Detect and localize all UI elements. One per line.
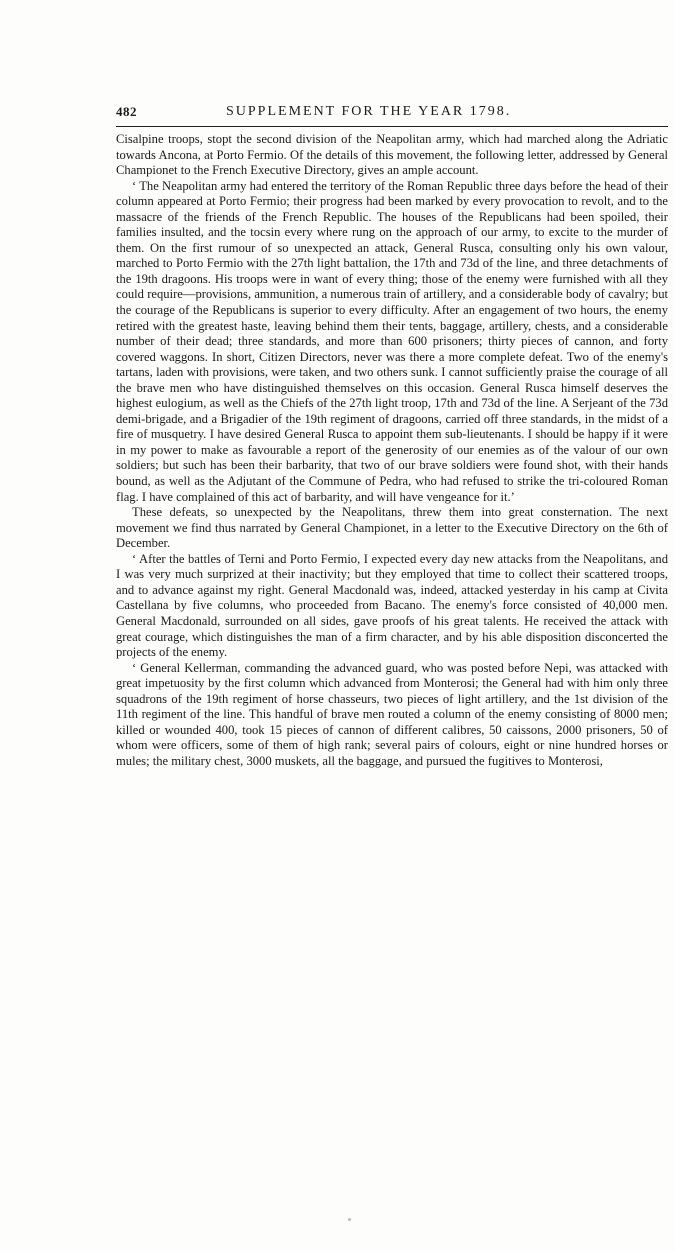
page-header [116,104,668,126]
paragraph-4: ‘ After the battles of Terni and Porto Fermio, I expected every day new attacks from the Neapolitans, and I was very much surprized at their inactivity; but they employed that time to collect their scattered troops, and to advance against my right. General Macdonald was, indeed, attacked yesterday in his camp at Civita Castellana by five columns, who proceeded from Bacano. The enemy's force consisted of 40,000 men. General Macdonald, surrounded on all sides, gave proofs of his great talents. He received the attack with great courage, which distinguishes the man of a firm character, and by his able disposition disconcerted the projects of the enemy. [116,551,668,660]
paragraph-2: ‘ The Neapolitan army had entered the territory of the Roman Republic three days before the head of their column appeared at Porto Fermio; their progress had been marked by every provocation to revolt, and to the massacre of the friends of the French Republic. The houses of the Republicans had been spoiled, their families insulted, and the tocsin every where rung on the approach of our army, to excite to the murder of them. On the first rumour of so unexpected an attack, General Rusca, consulting only his own valour, marched to Porto Fermio with the 27th light battalion, the 17th and 73d of the line, and three detachments of the 19th dragoons. His troops were in want of every thing; those of the enemy were furnished with all they could require—provisions, ammunition, a numerous train of artillery, and a considerable body of cavalry; but the courage of the Republicans is superior to every difficulty. After an engagement of two hours, the enemy retired with the greatest haste, leaving behind them their tents, baggage, artillery, chests, and a considerable number of their dead; three standards, and more than 600 prisoners; thirty pieces of cannon, and forty covered waggons. In short, Citizen Directors, never was there a more complete defeat. Two of the enemy's tartans, laden with provisions, were taken, and two others sunk. I cannot sufficiently praise the courage of all the brave men who have distinguished themselves on this occasion. General Rusca himself deserves the highest eulogium, as well as the Chiefs of the 27th light troop, 17th and 73d of the line. A Serjeant of the 73d demi-brigade, and a Brigadier of the 19th regiment of dragoons, carried off three standards, in the midst of a fire of musquetry. I have desired General Rusca to appoint them sub-lieutenants. I should be happy if it were in my power to make as favourable a report of the generosity of our enemies as of the valour of our own soldiers; but such has been their barbarity, that two of our brave soldiers were found shot, with their hands bound, as well as the Adjutant of the Commune of Pedra, who had refused to strike the tri-coloured Roman flag. I have complained of this act of barbarity, and will have vengeance for it.’ [116,178,668,504]
paragraph-3: These defeats, so unexpected by the Neapolitans, threw them into great consternation. The next movement we find thus narrated by General Championet, in a letter to the Executive Directory on the 6th of December. [116,505,668,551]
body-text [116,132,668,769]
page-number: 482 [116,104,137,119]
page-speck [348,1218,351,1221]
paragraph-1: Cisalpine troops, stopt the second division of the Neapolitan army, which had marched along the Adriatic towards Ancona, at Porto Fermio. Of the details of this movement, the following letter, addressed by General Championet to the French Executive Directory, gives an ample account. [116,132,668,178]
header-rule [116,126,668,127]
running-head-title: SUPPLEMENT FOR THE YEAR 1798. [226,104,512,119]
paragraph-5: ‘ General Kellerman, commanding the advanced guard, who was posted before Nepi, was attacked with great impetuosity by the first column which advanced from Monterosi; the General had with him only three squadrons of the 19th regiment of horse chasseurs, two pieces of light artillery, and the 1st division of the 11th regiment of the line. This handful of brave men routed a column of the enemy consisting of 8000 men; killed or wounded 400, took 15 pieces of cannon of different calibres, 50 caissons, 2000 prisoners, 50 of whom were officers, some of them of high rank; several pairs of colours, eight or nine hundred horses or mules; the military chest, 3000 muskets, all the baggage, and pursued the fugitives to Monterosi, [116,660,668,768]
